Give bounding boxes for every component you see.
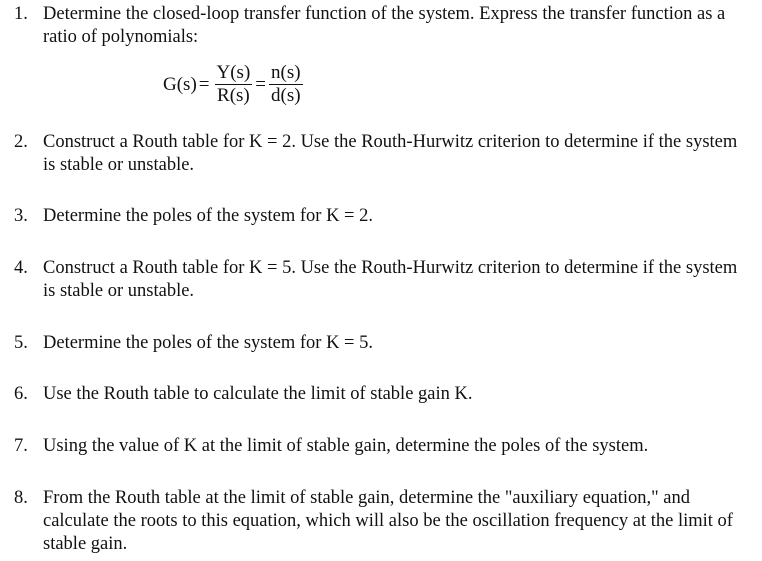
item-text: From the Routh table at the limit of stable gain, determine the "auxiliary equation," and calculate the roots to this equation, which will also be the oscillation frequency at the limit of stable gain.: [43, 488, 733, 554]
item-text: Determine the poles of the system for K = 2.: [43, 206, 373, 226]
equals-sign: =: [255, 73, 266, 95]
item-number: 6.: [14, 384, 28, 404]
item-number: 4.: [14, 258, 28, 278]
item-text: Use the Routh table to calculate the limit of stable gain K.: [43, 384, 473, 404]
item-number: 2.: [14, 132, 28, 152]
item-text: Using the value of K at the limit of stable gain, determine the poles of the system.: [43, 436, 649, 456]
fraction-n-over-d: [269, 62, 303, 107]
item-text: Construct a Routh table for K = 2. Use the Routh-Hurwitz criterion to determine if the system is stable or unstable.: [43, 132, 738, 175]
transfer-function-formula: [163, 62, 306, 107]
item-text: Determine the closed-loop transfer function of the system. Express the transfer function as a ratio of polynomials:: [43, 4, 726, 47]
item-text: Construct a Routh table for K = 5. Use the Routh-Hurwitz criterion to determine if the system is stable or unstable.: [43, 258, 738, 301]
numerator: n(s): [271, 62, 301, 83]
formula-lhs: G(s): [163, 73, 197, 95]
item-text: Determine the poles of the system for K = 5.: [43, 333, 373, 353]
denominator: d(s): [271, 85, 301, 106]
equals-sign: =: [198, 73, 210, 95]
item-number: 5.: [14, 333, 28, 353]
item-number: 1.: [14, 4, 28, 24]
denominator: R(s): [217, 85, 250, 106]
item-number: 7.: [14, 436, 28, 456]
fraction-y-over-r: [215, 62, 253, 107]
item-number: 3.: [14, 206, 28, 226]
item-number: 8.: [14, 488, 28, 508]
numerator: Y(s): [216, 62, 251, 83]
